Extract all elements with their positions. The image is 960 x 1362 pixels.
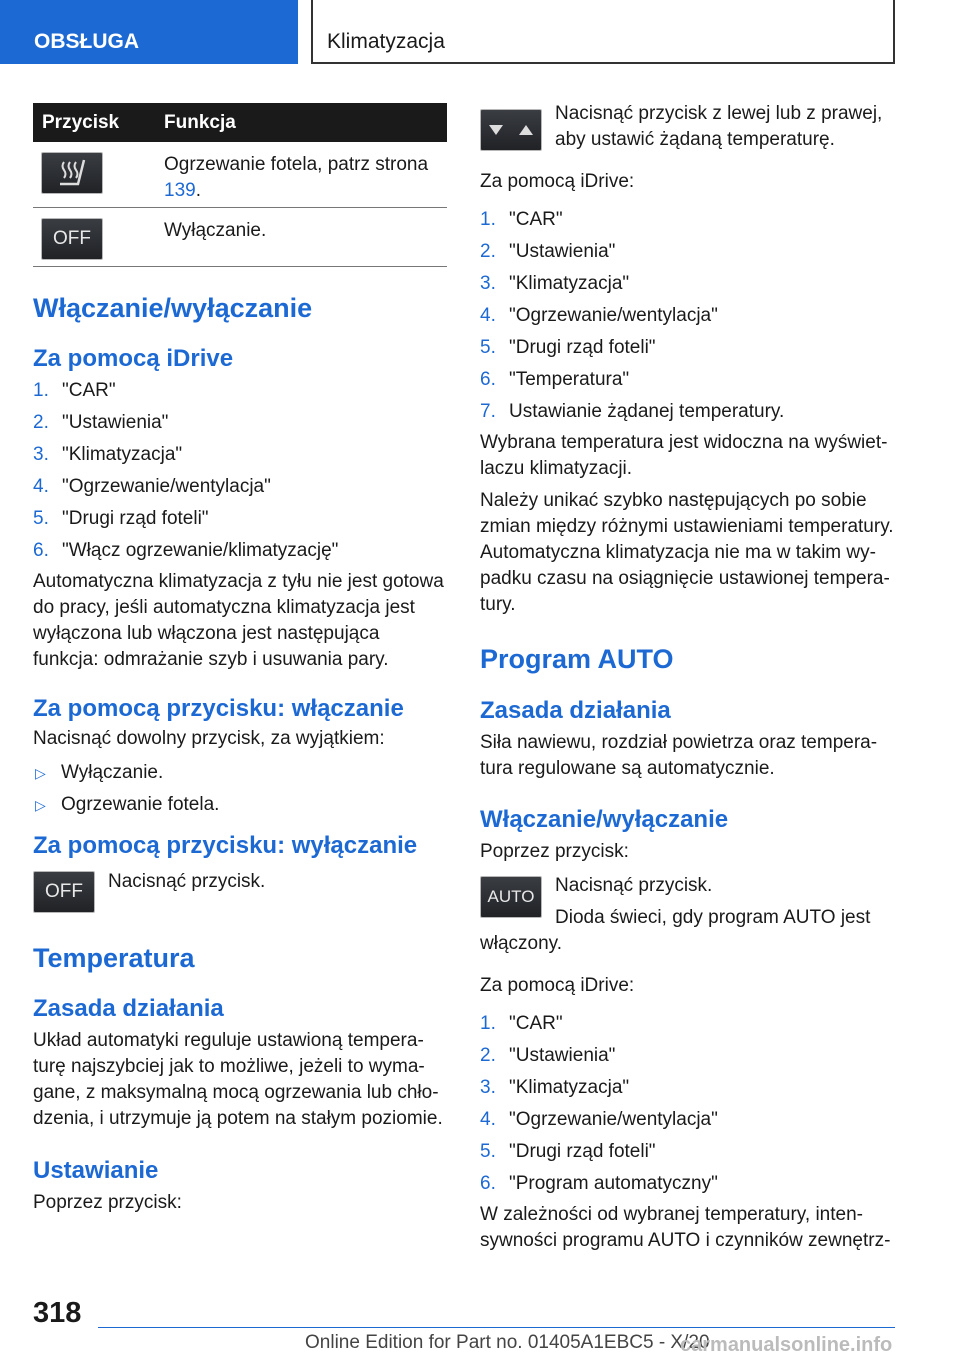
left-column <box>33 103 447 1216</box>
list-item: 5. "Drugi rząd foteli" <box>480 1141 656 1162</box>
list-item: 6. "Program automatyczny" <box>480 1173 718 1194</box>
footer-divider <box>98 1327 895 1328</box>
list-item: 1. "CAR" <box>33 379 116 401</box>
table-header-function: Funkcja <box>153 103 447 142</box>
heading-auto-principle: Zasada działania <box>480 697 671 724</box>
list-item: 4. "Ogrzewanie/wentylacja" <box>33 475 271 497</box>
auto-principle-text: Siła nawiewu, rozdział powietrza oraz temperatura regulowane są automatycznie. <box>480 732 878 779</box>
arrow-down-icon <box>489 125 503 135</box>
auto-steps <box>480 1011 895 1197</box>
seat-heating-button <box>41 152 103 194</box>
heading-principle: Zasada działania <box>33 994 224 1022</box>
watermark: carmanualsonline.info <box>680 1334 893 1356</box>
list-item: ▷ Ogrzewanie fotela. <box>33 792 447 818</box>
heading-button-on: Za pomocą przycisku: włączanie <box>33 694 404 722</box>
idrive-intro: Za pomocą iDrive: <box>480 171 635 192</box>
table-header-button: Przycisk <box>33 103 153 142</box>
seat-heating-text: Ogrzewanie fotela, patrz strona <box>164 154 429 175</box>
list-item: 3. "Klimatyzacja" <box>480 1077 630 1098</box>
auto-led-text: Dioda świeci, gdy program AUTO jest włączony. <box>480 907 871 954</box>
button-function-table <box>33 103 447 267</box>
table-row: Ogrzewanie fotela, patrz strona 139. <box>33 142 447 207</box>
display-text: Wybrana temperatura jest widoczna na wyświetlaczu klimatyzacji. <box>480 432 888 479</box>
heading-auto-on-off: Włączanie/wyłączanie <box>480 806 729 833</box>
heading-button-off: Za pomocą przycisku: wyłączanie <box>33 831 418 859</box>
avoid-text: Należy unikać szybko następujących po sobie zmian między różnymi ustawieniami temperatury. Automatyczna klimatyzacja nie ma w takim wypadku czasu na osiągnięcie ustawionej temperatury. <box>480 490 894 615</box>
list-item: 6. "Włącz ogrzewanie/klimatyzację" <box>33 539 339 561</box>
auto-note: Automatyczna klimatyzacja z tyłu nie jest gotowa do pracy, jeśli automatyczna klimatyzacja jest wyłączona lub włączona jest następująca funkcja: odmrażanie szyb i usuwania pary. <box>33 570 444 670</box>
list-item: 2. "Ustawienia" <box>480 1045 616 1066</box>
idrive-steps <box>33 378 447 564</box>
section-tab: OBSŁUGA <box>0 0 298 64</box>
list-item: 1. "CAR" <box>480 1013 563 1034</box>
page-link[interactable]: 139 <box>164 180 196 201</box>
chapter-title: Klimatyzacja <box>311 0 895 64</box>
off-button-2: OFF <box>33 871 95 913</box>
list-item: 7. Ustawianie żądanej temperatury. <box>480 401 785 422</box>
button-on-text: Nacisnąć dowolny przycisk, za wyjątkiem: <box>33 727 385 749</box>
heading-idrive: Za pomocą iDrive <box>33 344 234 372</box>
list-item: 4. "Ogrzewanie/wentylacja" <box>480 305 718 326</box>
via-button-text: Poprzez przycisk: <box>480 841 629 862</box>
dependency-text: W zależności od wybranej temperatury, intensywności programu AUTO i czynników zewnętrz- <box>480 1204 891 1251</box>
auto-button: AUTO <box>480 876 542 918</box>
principle-text: Układ automatyki reguluje ustawioną temperaturę najszybciej jak to możliwe, jeżeli to wymagane, z maksymalną mocą ogrzewania lub chłodzenia, i utrzymuje ją potem na stałym poziomie. <box>33 1029 443 1129</box>
seat-heating-icon <box>54 158 90 188</box>
list-item: 4. "Ogrzewanie/wentylacja" <box>480 1109 718 1130</box>
page-number: 318 <box>33 1297 82 1329</box>
list-item: 5. "Drugi rząd foteli" <box>480 337 656 358</box>
temperature-steps <box>480 207 895 425</box>
heading-setting: Ustawianie <box>33 1156 159 1184</box>
exceptions-list <box>33 760 447 818</box>
heading-temperature: Temperatura <box>33 942 195 973</box>
list-item: 2. "Ustawienia" <box>33 411 169 433</box>
arrow-up-icon <box>519 125 533 135</box>
auto-press-text: Nacisnąć przycisk. <box>555 875 713 896</box>
list-item: 2. "Ustawienia" <box>480 241 616 262</box>
setting-text: Poprzez przycisk: <box>33 1191 182 1213</box>
temperature-arrows-button <box>480 109 542 151</box>
arrows-text: Nacisnąć przycisk z lewej lub z prawej, aby ustawić żądaną temperaturę. <box>555 103 883 150</box>
off-text: Wyłączanie. <box>153 207 447 266</box>
list-item: 5. "Drugi rząd foteli" <box>33 507 209 529</box>
idrive-intro-2: Za pomocą iDrive: <box>480 975 635 996</box>
heading-auto-program: Program AUTO <box>480 644 674 674</box>
button-off-text: Nacisnąć przycisk. <box>108 870 266 892</box>
list-item: ▷ Wyłączanie. <box>33 760 447 786</box>
edition-text: Online Edition for Part no. 01405A1EBC5 - X/20 <box>305 1332 710 1353</box>
triangle-bullet-icon: ▷ <box>35 764 46 781</box>
list-item: 3. "Klimatyzacja" <box>33 443 183 465</box>
list-item: 6. "Temperatura" <box>480 369 630 390</box>
heading-on-off: Włączanie/wyłączanie <box>33 292 313 323</box>
right-column <box>480 103 895 1254</box>
list-item: 3. "Klimatyzacja" <box>480 273 630 294</box>
table-row <box>33 207 447 266</box>
off-button: OFF <box>41 218 103 260</box>
triangle-bullet-icon: ▷ <box>35 796 46 813</box>
list-item: 1. "CAR" <box>480 209 563 230</box>
